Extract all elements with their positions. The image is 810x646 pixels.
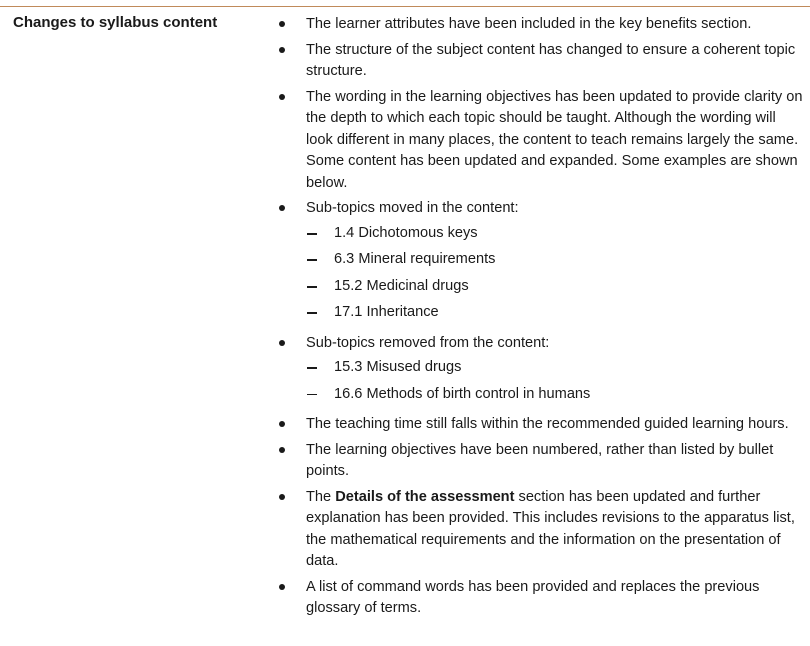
dash-icon [307,233,317,235]
sub-list-item: 16.6 Methods of birth control in humans [306,384,803,411]
list-item: The teaching time still falls within the recommended guided learning hours. [273,414,803,436]
list-item: The learning objectives have been numbered, rather than listed by bullet points. [273,440,803,483]
dash-icon [307,367,317,369]
moved-subtopics-list [306,223,803,329]
sub-list-item: 15.2 Medicinal drugs [306,276,803,303]
bullet-icon [279,94,285,100]
removed-subtopics-list [306,357,803,410]
top-rule [0,6,810,7]
bullet-icon [279,205,285,211]
bullet-icon [279,584,285,590]
list-item: Sub-topics moved in the content: 1.4 Dichotomous keys 6.3 Mineral requirements 15.2 Medicinal drugs 17.1 Inheritance [273,198,803,329]
dash-icon [307,312,317,314]
sub-list-item: 1.4 Dichotomous keys [306,223,803,250]
list-item: Sub-topics removed from the content: 15.3 Misused drugs 16.6 Methods of birth control in humans [273,333,803,411]
list-item: The learner attributes have been included in the key benefits section. [273,14,803,36]
list-item: The wording in the learning objectives has been updated to provide clarity on the depth to which each topic should be taught. Although the wording will look different in many places, the content to teach remains largely the same. Some content has been updated and expanded. Some examples are shown below. [273,87,803,195]
bullet-icon [279,494,285,500]
bullet-icon [279,421,285,427]
bullet-icon [279,447,285,453]
list-item: A list of command words has been provided and replaces the previous glossary of terms. [273,577,803,620]
sub-list-item: 17.1 Inheritance [306,302,803,329]
details-of-assessment-term: Details of the assessment [335,488,515,505]
dash-icon [307,286,317,288]
sub-list-item: 6.3 Mineral requirements [306,249,803,276]
dash-icon [307,394,317,396]
bullet-icon [279,47,285,53]
changes-list [273,14,803,620]
section-heading: Changes to syllabus content [13,14,218,31]
list-item: The structure of the subject content has changed to ensure a coherent topic structure. [273,40,803,83]
changes-list-container [273,14,803,624]
list-item: The Details of the assessment section has been updated and further explanation has been provided. This includes revisions to the apparatus list, the mathematical requirements and the information on the presentation of data. [273,487,803,573]
sub-list-item: 15.3 Misused drugs [306,357,803,384]
dash-icon [307,259,317,261]
bullet-icon [279,21,285,27]
bullet-icon [279,340,285,346]
